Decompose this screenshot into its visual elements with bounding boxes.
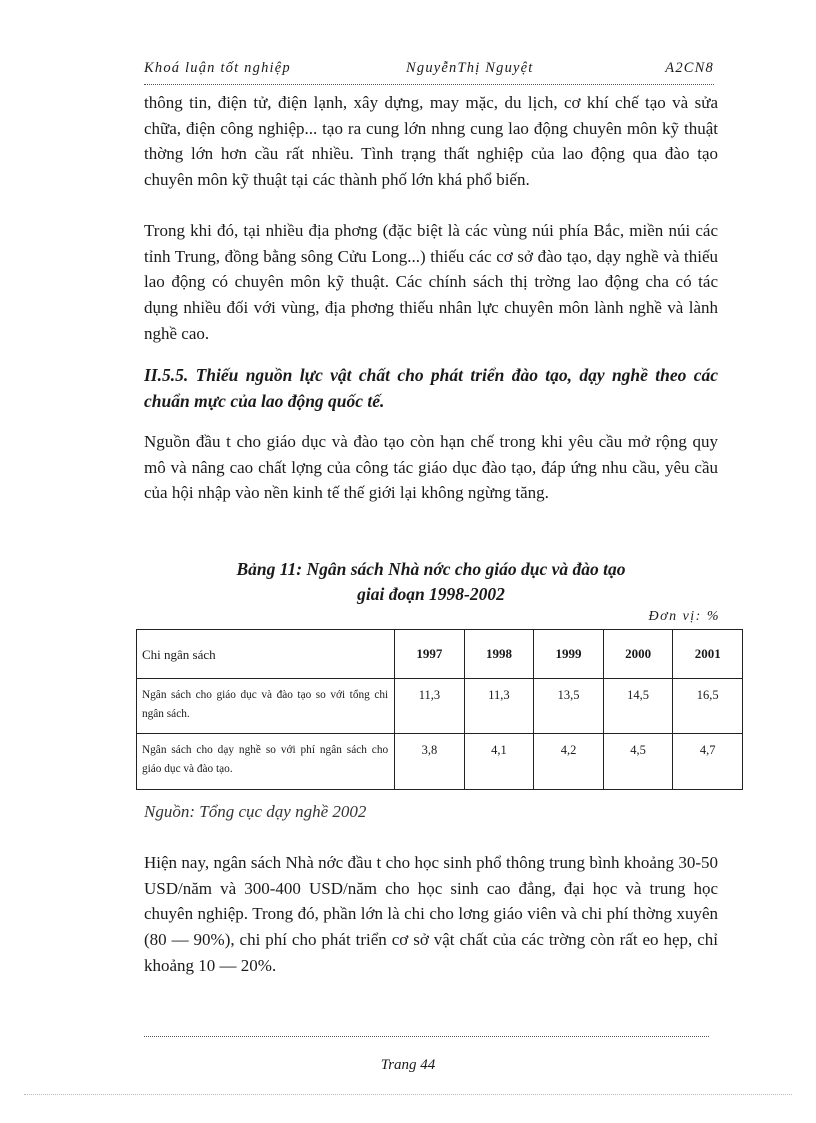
- table-cell: 14,5: [603, 679, 673, 734]
- header-divider: [144, 84, 714, 85]
- table-cell: 13,5: [534, 679, 604, 734]
- header-author: NguyễnThị Nguyệt: [406, 60, 534, 76]
- table-title-line-1: Bảng 11: Ngân sách Nhà nớc cho giáo dục và đào tạo: [236, 559, 626, 579]
- table-row-label: Ngân sách cho giáo dục và đào tạo so với tổng chi ngân sách.: [137, 679, 395, 734]
- table-source-note: Nguồn: Tổng cục dạy nghề 2002: [144, 802, 367, 821]
- paragraph-2: Trong khi đó, tại nhiều địa phơng (đặc biệt là các vùng núi phía Bắc, miền núi các tỉnh Trung, đồng bằng sông Cửu Long...) thiếu các cơ sở đào tạo, dạy nghề và thiếu lao động có chuyên môn kỹ thuật. Các chính sách thị trờng lao động cha có tác dụng nhiều đối với vùng, địa phơng thiếu nhân lực chuyên môn lành nghề và lành nghề cao.: [144, 221, 718, 343]
- table-cell: 16,5: [673, 679, 743, 734]
- header-left-title: Khoá luận tốt nghiệp: [144, 60, 291, 76]
- paragraph-4: Hiện nay, ngân sách Nhà nớc đầu t cho học sinh phổ thông trung bình khoảng 30-50 USD/năm và 300-400 USD/năm cho học sinh cao đẳng, đại học và trung học chuyên nghiệp. Trong đó, phần lớn là chi cho lơng giáo viên và chi phí thờng xuyên (80 — 90%), chi phí cho phát triển cơ sở vật chất của các trờng còn rất eo hẹp, chỉ khoảng 10 — 20%.: [144, 853, 718, 975]
- table-cell: 11,3: [464, 679, 534, 734]
- table-cell: 4,5: [603, 734, 673, 790]
- table-unit: Đơn vị: %: [648, 609, 720, 624]
- table-header-cell: 1999: [534, 630, 604, 679]
- page-edge-line: [24, 1094, 792, 1095]
- table-header-cell: 1998: [464, 630, 534, 679]
- table-cell: 4,7: [673, 734, 743, 790]
- budget-table: [136, 629, 743, 790]
- table-header-cell: 1997: [395, 630, 465, 679]
- header-class-code: A2CN8: [665, 60, 714, 76]
- paragraph-1: thông tin, điện tử, điện lạnh, xây dựng, may mặc, du lịch, cơ khí chế tạo và sửa chữa, điện công nghiệp... tạo ra cung lớn nhng cung lao động chuyên môn kỹ thuật thờng lớn hơn cầu rất nhiều. Tình trạng thất nghiệp của lao động qua đào tạo chuyên môn kỹ thuật tại các thành phố lớn khá phổ biến.: [144, 93, 718, 190]
- table-header-row: [137, 630, 743, 679]
- table-cell: 4,1: [464, 734, 534, 790]
- paragraph-3: Nguồn đầu t cho giáo dục và đào tạo còn hạn chế trong khi yêu cầu mở rộng quy mô và nâng cao chất lợng của công tác giáo dục đào tạo, đáp ứng nhu cầu, yêu cầu của hội nhập vào nền kinh tế thế giới lại không ngừng tăng.: [144, 432, 718, 503]
- table-row-label: Ngân sách cho dạy nghề so với phí ngân sách cho giáo dục và đào tạo.: [137, 734, 395, 790]
- table-header-cell: 2000: [603, 630, 673, 679]
- table-cell: 4,2: [534, 734, 604, 790]
- table-cell: 11,3: [395, 679, 465, 734]
- table-row: [137, 679, 743, 734]
- table-title-line-2: giai đoạn 1998-2002: [357, 584, 505, 604]
- section-heading: II.5.5. Thiếu nguồn lực vật chất cho phát triển đào tạo, dạy nghề theo các chuẩn mực của lao động quốc tế.: [144, 365, 718, 411]
- table-row: [137, 734, 743, 790]
- footer-divider: [144, 1036, 709, 1037]
- table-header-cell: 2001: [673, 630, 743, 679]
- page-number: Trang 44: [380, 1057, 436, 1073]
- page-header: [144, 60, 714, 80]
- table-header-cell: Chi ngân sách: [137, 630, 395, 679]
- table-cell: 3,8: [395, 734, 465, 790]
